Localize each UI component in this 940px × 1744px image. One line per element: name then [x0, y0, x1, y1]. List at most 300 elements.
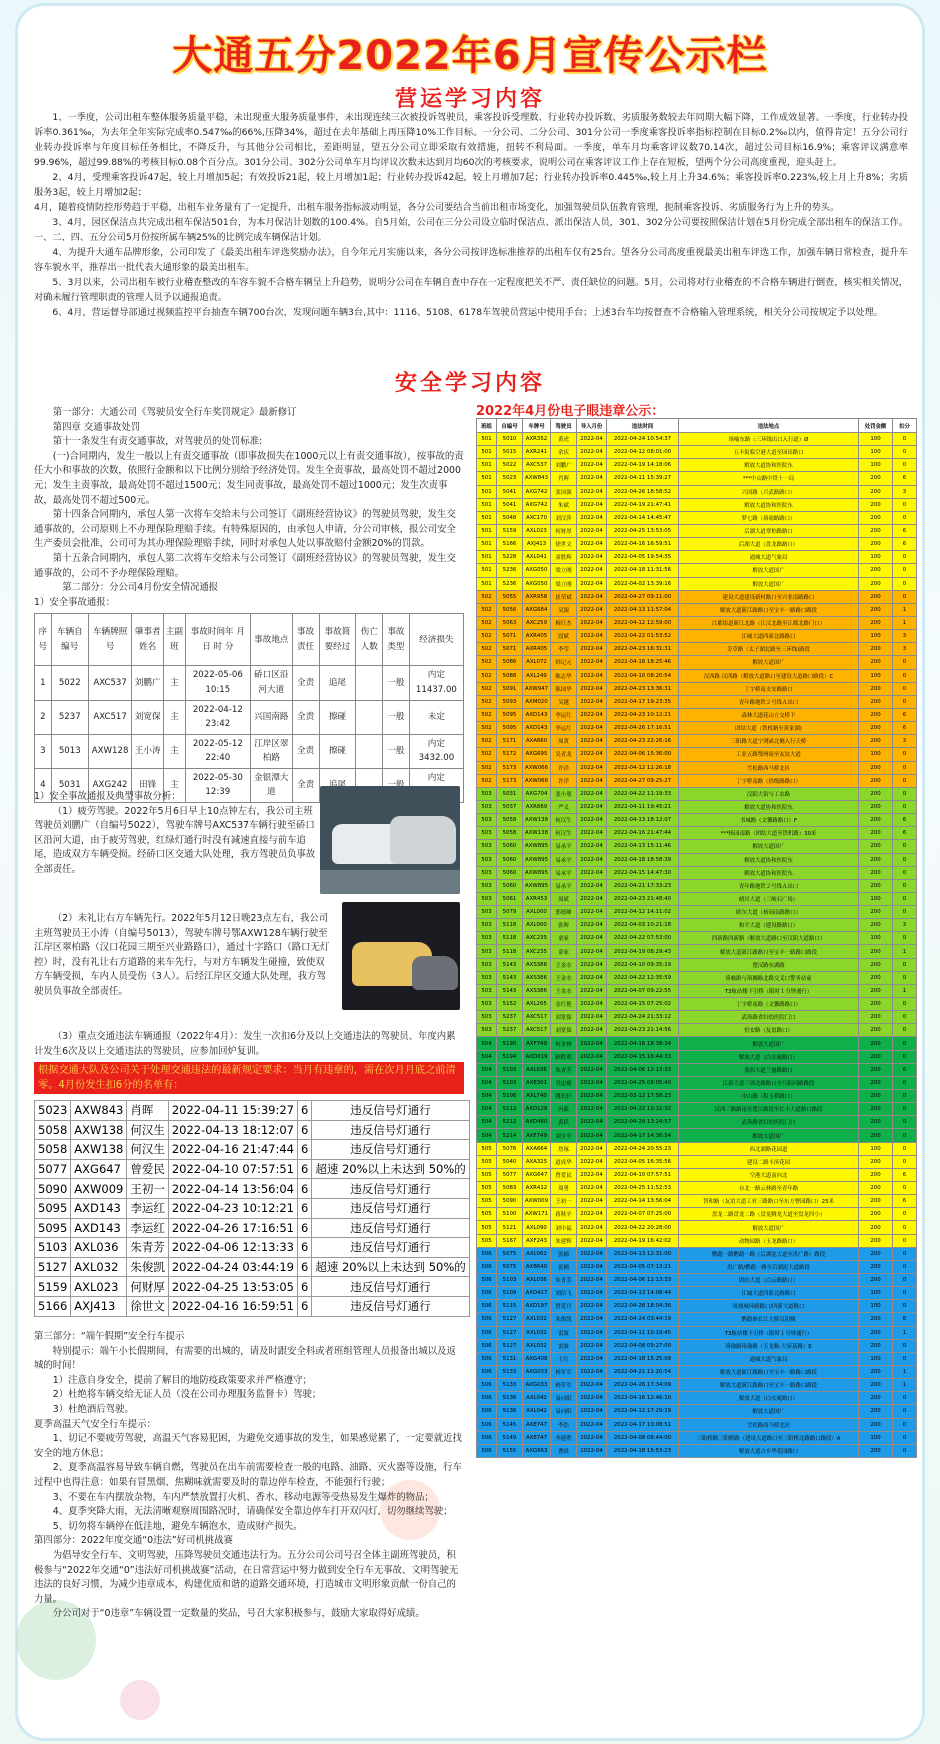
violation-cell: AXW138: [71, 1140, 127, 1160]
eye-cell: 吴越: [551, 695, 577, 708]
table-row: [35, 1257, 470, 1277]
eye-cell: 杨军军: [551, 1365, 577, 1378]
eye-cell: 三阳路大道宁浏浠北侧入行天桥: [679, 735, 859, 748]
table-row: [477, 906, 917, 919]
eye-cell: 刘信飞: [551, 1287, 577, 1300]
eye-cell: 200: [859, 1247, 893, 1260]
eye-cell: 5236: [497, 564, 523, 577]
eye-cell: 5127: [497, 1313, 523, 1326]
eye-cell: 2022-04: [577, 735, 607, 748]
eye-cell: AXC537: [523, 459, 551, 472]
eye-cell: AXL000: [523, 906, 551, 919]
eye-cell: 2022-04-22 10:32:32: [607, 1103, 679, 1116]
eye-cell: AXR405: [523, 643, 551, 656]
eye-cell: 何汉生: [551, 827, 577, 840]
eye-cell: 5171: [497, 735, 523, 748]
eye-cell: 200: [859, 1090, 893, 1103]
eye-cell: 5100: [497, 1208, 523, 1221]
eye-cell: 2022-04-12 14:11:02: [607, 906, 679, 919]
eye-cell: 2022-04: [577, 669, 607, 682]
eye-cell: 503: [477, 906, 497, 919]
eye-cell: AXG663: [523, 1444, 551, 1457]
eye-cell: 何金林: [551, 1037, 577, 1050]
eye-cell: 2022-04-24 21:33:12: [607, 1011, 679, 1024]
eye-cell: 2022-04: [577, 1024, 607, 1037]
eye-cell: 解放大道古乡华花园路口: [679, 1444, 859, 1457]
eye-cell: 2022-04-08 08:44:00: [607, 1431, 679, 1444]
eye-cell: 2022-04: [577, 590, 607, 603]
eye-cell: 200: [859, 682, 893, 695]
table-row: [477, 1418, 917, 1431]
eye-cell: AXG742: [523, 498, 551, 511]
eye-cell: 2022-04: [577, 774, 607, 787]
eye-cell: 2022-04-27 09:11:00: [607, 590, 679, 603]
eye-cell: 200: [859, 1405, 893, 1418]
eye-cell: 200: [859, 958, 893, 971]
eye-cell: 2022-04: [577, 1103, 607, 1116]
table-row: [477, 1129, 917, 1142]
eye-cell: 2022-04-14 13:56:04: [607, 1195, 679, 1208]
eye-cell: 2022-04: [577, 1155, 607, 1168]
eye-cell: 解放大道新江路路口至宝丰一路路口路段: [679, 1365, 859, 1378]
eye-cell: 2022-04-28 18:04:36: [607, 1300, 679, 1313]
eye-cell: AXG704: [523, 787, 551, 800]
eye-cell: 2022-04: [577, 708, 607, 721]
eye-cell: 506: [477, 1300, 497, 1313]
eye-cell: 5118: [497, 919, 523, 932]
table-row: [477, 669, 917, 682]
violation-cell: 违反信号灯通行: [312, 1198, 469, 1218]
eye-cell: 1: [893, 984, 917, 997]
table-row: [477, 1011, 917, 1024]
eye-cell: 2022-04-10 07:57:51: [607, 1168, 679, 1181]
table-row: [477, 485, 917, 498]
eye-cell: 5088: [497, 669, 523, 682]
table-row: [477, 564, 917, 577]
accident-cell: 刘鹏广: [132, 666, 164, 700]
accident-cell: 4: [35, 768, 52, 802]
table-row: [477, 1431, 917, 1444]
eye-cell: 2022-04: [577, 1208, 607, 1221]
table-row: [35, 734, 464, 768]
eye-cell: AXC517: [523, 1024, 551, 1037]
eye-cell: 200: [859, 906, 893, 919]
accident-cell: 刘宽保: [132, 700, 164, 734]
eye-cell: 三阳桥路三阳桥路（建设大道路口至三阳桥北路路口路段）A: [679, 1431, 859, 1444]
violation-cell: 违反信号灯通行: [312, 1179, 469, 1199]
eye-cell: 2022-04: [577, 643, 607, 656]
eye-cell: 504: [477, 1050, 497, 1063]
eye-cell: 李浩: [551, 1418, 577, 1431]
eye-cell: 张楠: [551, 1260, 577, 1273]
table-row: [35, 1198, 470, 1218]
eye-cell: AXL032: [523, 1313, 551, 1326]
table-row: [477, 1076, 917, 1089]
table-row: [477, 1392, 917, 1405]
eye-cell: 6: [893, 814, 917, 827]
eye-cell: AXW947: [523, 682, 551, 695]
eye-cell: AXC259: [523, 616, 551, 629]
violation-cell: 5159: [35, 1277, 71, 1297]
eye-cell: 502: [477, 616, 497, 629]
eye-cell: 2022-04: [577, 1011, 607, 1024]
eye-cell: 解放大道国广: [679, 564, 859, 577]
eye-cell: 2022-04: [577, 1090, 607, 1103]
eye-cell: 2022-04: [577, 761, 607, 774]
violation-cell: 5058: [35, 1140, 71, 1160]
eye-cell: 2022-04-11 15:39:27: [607, 472, 679, 485]
eye-cell: 楚汉路东湖路: [679, 958, 859, 971]
eye-cell: 2022-04-22 01:53:52: [607, 630, 679, 643]
eye-cell: 2022-04: [577, 1234, 607, 1247]
analysis-block-2: [34, 912, 332, 1000]
eye-cell: 506: [477, 1339, 497, 1352]
table-row: [35, 1277, 470, 1297]
violation-cell: 5103: [35, 1238, 71, 1258]
table-row: [477, 590, 917, 603]
eye-cell: 梁立刚: [551, 564, 577, 577]
eye-cell: 503: [477, 932, 497, 945]
eye-cell: 0: [893, 577, 917, 590]
eye-cell: 2022-04-23 21:14:56: [607, 1024, 679, 1037]
eye-cell: 2022-04: [577, 748, 607, 761]
eye-cell: 动物园路（玉龙路路口）: [679, 1234, 859, 1247]
eye-cell: 506: [477, 1274, 497, 1287]
eye-cell: 0: [893, 1444, 917, 1457]
eye-table-title: 2022年4月份电子眼违章公示：: [476, 404, 665, 419]
violation-cell: 2022-04-16 16:59:51: [168, 1296, 297, 1316]
eye-cell: AXG647: [523, 1168, 551, 1181]
accident-cell: AXC537: [88, 666, 131, 700]
eye-cell: 通城大道气象局: [679, 551, 859, 564]
accident-cell: 5237: [51, 700, 88, 734]
eye-cell: 解放大道国广: [679, 1037, 859, 1050]
eye-cell: 100: [859, 1431, 893, 1444]
eye-cell: 工业五路鄂州街至友谊大道: [679, 748, 859, 761]
violation-cell: 2022-04-14 13:56:04: [168, 1179, 297, 1199]
eye-cell: 2022-04-10 09:35:19: [607, 958, 679, 971]
eye-cell: AXR958: [523, 590, 551, 603]
eye-cell: 解放大道新江路路口至宝丰一路路口路段: [679, 603, 859, 616]
eye-cell: 200: [859, 761, 893, 774]
eye-cell: 2022-04-29 13:24:57: [607, 1116, 679, 1129]
accident-cell: 2022-05-06 10:15: [185, 666, 250, 700]
accident-header-cell: 序号: [35, 614, 52, 666]
eye-cell: 2022-04-15 07:25:02: [607, 998, 679, 1011]
table-row: [477, 1260, 917, 1273]
eye-cell: 501: [477, 472, 497, 485]
eye-cell: 0: [893, 800, 917, 813]
eye-cell: 5075: [497, 1260, 523, 1273]
eye-cell: 506: [477, 1392, 497, 1405]
eye-cell: 5048: [497, 511, 523, 524]
eye-cell: 200: [859, 643, 893, 656]
violation-cell: 6: [298, 1159, 312, 1179]
eye-cell: 青年路地铁２号线Ａ出口: [679, 879, 859, 892]
eye-cell: 何汉生: [551, 814, 577, 827]
eye-cell: 501: [477, 538, 497, 551]
table-row: [35, 1120, 470, 1140]
eye-cell: 易承平: [551, 853, 577, 866]
eye-cell: 506: [477, 1405, 497, 1418]
eye-cell: 0: [893, 1011, 917, 1024]
eye-cell: AXE747: [523, 1418, 551, 1431]
eye-cell: 5058: [497, 814, 523, 827]
accident-cell: 主: [164, 734, 186, 768]
eye-cell: 5031: [497, 787, 523, 800]
analysis-block-1: [34, 790, 316, 878]
eye-cell: 汉西路·汉西路（解放大道路口至建设大道路口路段）C: [679, 669, 859, 682]
eye-cell: 200: [859, 919, 893, 932]
eye-cell: 许洋: [551, 774, 577, 787]
eye-cell: 解放大道协和医院东: [679, 498, 859, 511]
eye-cell: 0: [893, 1208, 917, 1221]
eye-cell: 5093: [497, 695, 523, 708]
eye-cell: 0: [893, 866, 917, 879]
eye-cell: 501: [477, 459, 497, 472]
eye-cell: 200: [859, 1234, 893, 1247]
eye-cell: ***中山路中铁十一局: [679, 472, 859, 485]
eye-cell: 200: [859, 524, 893, 537]
eye-cell: AXR405: [523, 630, 551, 643]
table-row: [477, 708, 917, 721]
eye-cell: 2022-04-24 03:44:19: [607, 1313, 679, 1326]
eye-cell: 2022-04-18 18:58:39: [607, 853, 679, 866]
eye-cell: 5083: [497, 1182, 523, 1195]
eye-cell: 5040: [497, 1155, 523, 1168]
eye-cell: 2022-04: [577, 853, 607, 866]
accident-header-cell: 车辆自编号: [51, 614, 88, 666]
eye-cell: 2022-04-13 11:57:04: [607, 603, 679, 616]
eye-cell: 0: [893, 433, 917, 446]
table-row: [477, 1142, 917, 1155]
table-row: [477, 616, 917, 629]
accident-header-cell: 伤亡人数: [356, 614, 383, 666]
eye-cell: 雷波: [551, 1339, 577, 1352]
eye-cell: 解放大道国广: [679, 577, 859, 590]
table-row: [477, 433, 917, 446]
eye-cell: 5136: [497, 1405, 523, 1418]
analysis-block-3: [34, 1030, 464, 1059]
eye-cell: 0: [893, 748, 917, 761]
eye-cell: 2022-04: [577, 945, 607, 958]
violation-cell: 5127: [35, 1257, 71, 1277]
table-row: [35, 700, 464, 734]
table-row: [477, 524, 917, 537]
eye-cell: 吴源: [551, 603, 577, 616]
eye-cell: 0: [893, 1247, 917, 1260]
eye-cell: 2022-04-23 22:26:16: [607, 735, 679, 748]
summer-item: 2、夏季高温容易导致车辆自燃，驾驶员在出车前需要检查一般的电路、油路、灭火器等设施，行车过程中也得注意：如果有冒黑烟、焦糊味就需要及时的靠边停车检查，不能强行行驶；: [34, 1462, 462, 1488]
eye-cell: 李莹: [551, 643, 577, 656]
eye-cell: 2022-04-26 17:34:09: [607, 1379, 679, 1392]
part4-text: 为倡导安全行车、文明驾驶，压降驾驶员交通违法行为。五分公司公司号召全体主副班驾驶员，积极参与“2022年交通“0”违法好司机挑战赛”活动，在日常营运中努力做到安全行车无事故、文明驾驶无违法的良好习惯，为减少违章成本，构建优质和谐的道路交通环境，打造城市文明形象贡献一份自己的力量。: [34, 1549, 459, 1605]
violation-cell: 违反信号灯通行: [312, 1120, 469, 1140]
eye-cell: 5022: [497, 459, 523, 472]
eye-cell: AXE301: [523, 1076, 551, 1089]
table-row: [477, 1155, 917, 1168]
accident-header-cell: 事故责任: [292, 614, 319, 666]
eye-cell: 200: [859, 1221, 893, 1234]
eye-cell: 200: [859, 1024, 893, 1037]
eye-cell: 易向阳: [551, 1392, 577, 1405]
table-row: [477, 1274, 917, 1287]
eye-cell: 2022-04-17 10:08:51: [607, 1418, 679, 1431]
eye-cell: 503: [477, 984, 497, 997]
eye-cell: 506: [477, 1379, 497, 1392]
eye-cell: 200: [859, 971, 893, 984]
eye-cell: AXR869: [523, 800, 551, 813]
operation-para: 3、4月，园区保洁点共完成出租车保洁501台，为本月保洁计划数的100.4%。自5月始，公司在三分公司设立临时保洁点、派出保洁人员，301、302分公司要按照保洁计划在5月份完成全部出租车的保洁工作。一、二、四、五分公司5月份按所属车辆25%的比例完成车辆保洁计划。: [34, 217, 908, 243]
eye-cell: AXC517: [523, 1011, 551, 1024]
eye-cell: AXG408: [523, 1352, 551, 1365]
eye-cell: 蒋秋平: [551, 1208, 577, 1221]
eye-cell: 解放大道新江路路口至宝丰一路路口路段: [679, 945, 859, 958]
table-row: [477, 774, 917, 787]
eye-cell: 5136: [497, 1392, 523, 1405]
eye-cell: 200: [859, 656, 893, 669]
eye-cell: 曹晨: [551, 1444, 577, 1457]
eye-cell: 梅红杰: [551, 616, 577, 629]
eye-cell: 200: [859, 1274, 893, 1287]
eye-cell: 童家: [551, 945, 577, 958]
eye-cell: 2022-04: [577, 459, 607, 472]
accident-cell: 一般: [383, 734, 410, 768]
eye-cell: 100: [859, 932, 893, 945]
eye-cell: 雷波: [551, 1326, 577, 1339]
eye-cell: 2022-04-11 10:19:45: [607, 1326, 679, 1339]
safety-section-title: 安全学习内容: [394, 371, 545, 396]
eye-cell: 200: [859, 774, 893, 787]
eye-cell: 5214: [497, 1129, 523, 1142]
eye-cell: 503: [477, 814, 497, 827]
table-row: [477, 603, 917, 616]
analysis-title: 1）安全事故通报及典型事故分析：: [34, 791, 181, 802]
table-row: [477, 1182, 917, 1195]
eye-cell: 502: [477, 774, 497, 787]
eye-cell: 5143: [497, 971, 523, 984]
eye-cell: 陈志华: [551, 669, 577, 682]
violation-cell: 李运红: [127, 1198, 169, 1218]
eye-cell: AXW138: [523, 827, 551, 840]
eye-cell: AXG050: [523, 577, 551, 590]
table-row: [477, 1444, 917, 1457]
table-row: [477, 498, 917, 511]
eye-cell: 0: [893, 761, 917, 774]
part3-item: 3）杜绝酒后驾驶。: [52, 1403, 134, 1415]
eye-cell: T3航站楼下引桥（限时１分钟通行）: [679, 1326, 859, 1339]
eye-cell: 2022-04: [577, 879, 607, 892]
eye-cell: 501: [477, 485, 497, 498]
eye-cell: 6: [893, 708, 917, 721]
eye-cell: 5152: [497, 998, 523, 1011]
eye-cell: AXW171: [523, 1208, 551, 1221]
eye-cell: 易向阳: [551, 1405, 577, 1418]
eye-cell: 2022-04-13 18:12:07: [607, 814, 679, 827]
eye-cell: AXS386: [523, 971, 551, 984]
table-row: [35, 1238, 470, 1258]
eye-cell: 0: [893, 682, 917, 695]
eye-cell: AXL090: [523, 1221, 551, 1234]
eye-cell: 501: [477, 524, 497, 537]
eye-cell: 0: [893, 695, 917, 708]
violation-cell: 6: [298, 1238, 312, 1258]
accident-cell: 2022-05-12 22:40: [185, 734, 250, 768]
eye-cell: 503: [477, 998, 497, 1011]
table-row: [477, 1300, 917, 1313]
part3-item: 2）杜绝将车辆交给无证人员（没在公司办理服务监督卡）驾驶；: [52, 1389, 322, 1401]
eye-cell: 解放大道国广: [679, 1405, 859, 1418]
table-row: [477, 984, 917, 997]
accident-cell: 一般: [383, 700, 410, 734]
eye-cell: 5212: [497, 1116, 523, 1129]
eye-cell: 2022-04-07 09:22:55: [607, 984, 679, 997]
violation-cell: 朱俊凯: [127, 1257, 169, 1277]
eye-cell: 通城大道气象局: [679, 1352, 859, 1365]
eye-cell: 501: [477, 433, 497, 446]
eye-cell: 2022-04: [577, 932, 607, 945]
eye-cell: 0: [893, 669, 917, 682]
eye-cell: 建设大道建设新村路口至兴业南路路口: [679, 590, 859, 603]
eye-cell: 2022-04-05 07:13:21: [607, 1260, 679, 1273]
eye-cell: 502: [477, 603, 497, 616]
eye-cell: 解放大道（白衣庵路口）: [679, 1392, 859, 1405]
violation-cell: 2022-04-24 03:44:19: [168, 1257, 297, 1277]
eye-cell: 徐世文: [551, 538, 577, 551]
violation-cell: 朱青芳: [127, 1238, 169, 1258]
eye-cell: AXG684: [523, 603, 551, 616]
eye-cell: 珞瑜路珞瑜路（玉龙路-大屋基路）E: [679, 1339, 859, 1352]
eye-cell: 2022-04: [577, 538, 607, 551]
eye-cell: 5109: [497, 1287, 523, 1300]
eye-cell: 解放大道协和医院东: [679, 800, 859, 813]
eye-cell: 200: [859, 1168, 893, 1181]
eye-cell: 5103: [497, 1076, 523, 1089]
eye-cell: 200: [859, 485, 893, 498]
table-row: [477, 735, 917, 748]
eye-cell: 李运红: [551, 708, 577, 721]
eye-cell: 江都街道新江北路（江汉北路至江都北路门口）: [679, 616, 859, 629]
violation-cell: 6: [298, 1120, 312, 1140]
accident-cell: 全责: [292, 734, 319, 768]
eye-cell: 2022-04: [577, 630, 607, 643]
eye-cell: 6: [893, 1195, 917, 1208]
eye-cell: 2022-04: [577, 866, 607, 879]
table-row: [477, 1326, 917, 1339]
accident-cell: 内定: [409, 768, 463, 802]
eye-cell: 0: [893, 446, 917, 459]
eye-cell: 2022-04: [577, 787, 607, 800]
case-3: （3）重点交通违法车辆通报（2022年4月）：发生一次扣6分及以上交通违法的驾驶员、年度内累计发生6次及以上交通违法的驾驶员，应参加回炉复训。: [34, 1031, 456, 1057]
eye-cell: 100: [859, 748, 893, 761]
eye-cell: 2022-04: [577, 827, 607, 840]
violation-cell: 违反信号灯通行: [312, 1296, 469, 1316]
case-2: （2）未礼让右方车辆先行。2022年5月12日晚23点左右，我公司主班驾驶员王小涛（自编号5013），驾驶车牌号鄂AXW128车辆行驶至江岸区翠柏路（汉口花园三期至兴业路路口），通过十字路口（路口无灯控）时，没有礼让右方道路的来车先行，与对方车辆发生碰撞，致使双方车辆受损，车内人员受伤（3人）。后经江岸区交通大队处理，我方驾驶员负事故全部责任。: [34, 913, 330, 997]
eye-cell: 5237: [497, 1024, 523, 1037]
eye-cell: 吴青龙: [551, 748, 577, 761]
violation-cell: 2022-04-25 13:53:05: [168, 1277, 297, 1297]
eye-cell: 200: [859, 472, 893, 485]
eye-cell: 100: [859, 669, 893, 682]
table-row: [477, 1379, 917, 1392]
eye-cell: 肖晖: [551, 472, 577, 485]
eye-cell: AXL740: [523, 1090, 551, 1103]
eye-cell: 5236: [497, 577, 523, 590]
violation-cell: AXJ413: [71, 1296, 127, 1316]
table-row: [477, 1405, 917, 1418]
eye-cell: 5058: [497, 827, 523, 840]
violation-cell: AXL023: [71, 1277, 127, 1297]
